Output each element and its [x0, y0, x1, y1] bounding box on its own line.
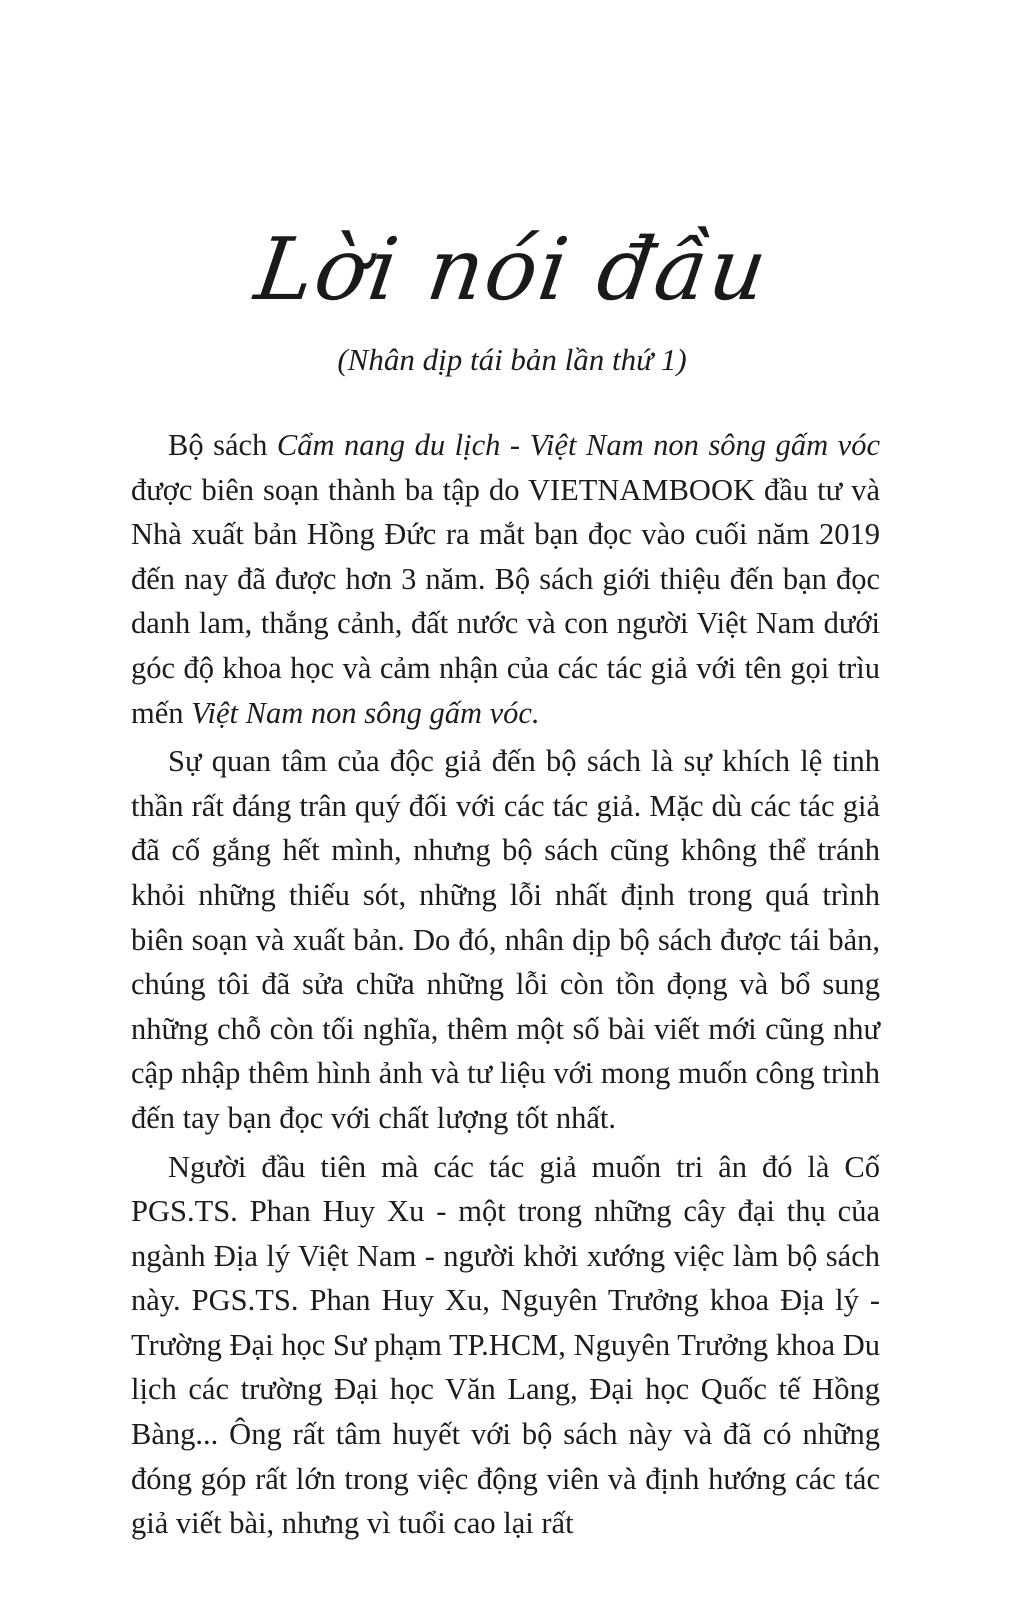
paragraph-1-text-b: được biên soạn thành ba tập do VIETNAMBOOK đầu tư và Nhà xuất bản Hồng Đức ra mắt bạn đọc vào cuối năm 2019 đến nay đã được hơn 3 năm. Bộ sách giới thiệu đến bạn đọc danh lam, thắng cảnh, đất nước và con người Việt Nam dưới góc độ khoa học và cảm nhận của các tác giả với tên gọi trìu mến [131, 472, 880, 730]
paragraph-1 [131, 423, 880, 735]
paragraph-3: Người đầu tiên mà các tác giả muốn tri ân đó là Cố PGS.TS. Phan Huy Xu - một trong những cây đại thụ của ngành Địa lý Việt Nam - người khởi xướng việc làm bộ sách này. PGS.TS. Phan Huy Xu, Nguyên Trưởng khoa Địa lý - Trường Đại học Sư phạm TP.HCM, Nguyên Trưởng khoa Du lịch các trường Đại học Văn Lang, Đại học Quốc tế Hồng Bàng... Ông rất tâm huyết với bộ sách này và đã có những đóng góp rất lớn trong việc động viên và định hướng các tác giả viết bài, nhưng vì tuổi cao lại rất [131, 1149, 880, 1541]
page-subtitle: (Nhân dịp tái bản lần thứ 1) [337, 342, 687, 377]
book-title-italic: Cẩm nang du lịch - Việt Nam non sông gấm vóc [276, 428, 880, 462]
page-title: Lời nói đầu [249, 220, 775, 320]
book-nickname-italic: Việt Nam non sông gấm vóc. [191, 695, 540, 730]
paragraph-2: Sự quan tâm của độc giả đến bộ sách là sự khích lệ tinh thần rất đáng trân quý đối với các tác giả. Mặc dù các tác giả đã cố gắng hết mình, nhưng bộ sách cũng không thể tránh khỏi những thiếu sót, những lỗi nhất định trong quá trình biên soạn và xuất bản. Do đó, nhân dịp bộ sách được tái bản, chúng tôi đã sửa chữa những lỗi còn tồn đọng và bổ sung những chỗ còn tối nghĩa, thêm một số bài viết mới cũng như cập nhập thêm hình ảnh và tư liệu với mong muốn công trình đến tay bạn đọc với chất lượng tốt nhất. [131, 744, 880, 1135]
body-text [131, 423, 880, 1550]
paragraph-1-text-a: Bộ sách [168, 428, 277, 462]
